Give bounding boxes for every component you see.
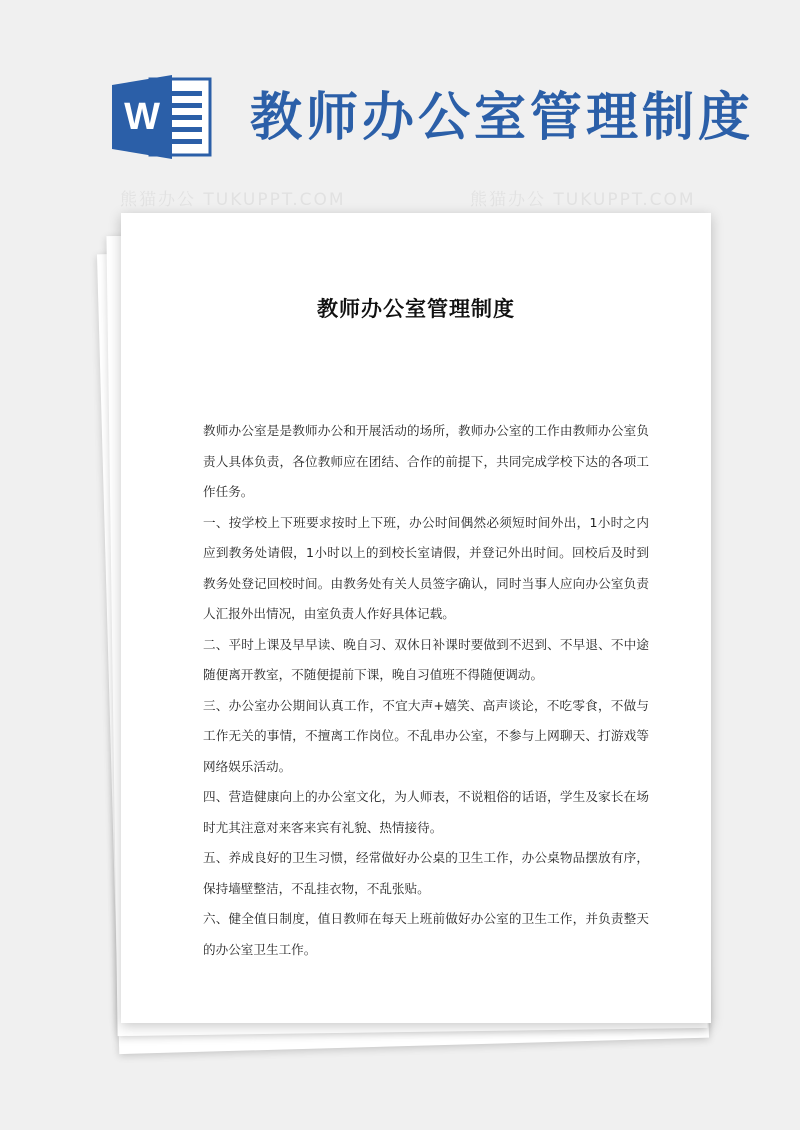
banner-header (0, 0, 800, 200)
document-page (121, 213, 711, 1023)
word-document-icon (112, 73, 212, 161)
intro-paragraph: 教师办公室是是教师办公和开展活动的场所，教师办公室的工作由教师办公室负责人具体负责，各位教师应在团结、合作的前提下，共同完成学校下达的各项工作任务。 (203, 423, 649, 499)
watermark: 熊猫办公 TUKUPPT.COM (120, 190, 346, 210)
rule-paragraph-1: 一、按学校上下班要求按时上下班，办公时间偶然必须短时间外出，1小时之内应到教务处请假，1小时以上的到校长室请假，并登记外出时间。回校后及时到教务处登记回校时间。由教务处有关人员签字确认，同时当事人应向办公室负责人汇报外出情况，由室负责人作好具体记载。 (203, 514, 649, 621)
banner-title: 教师办公室管理制度 (250, 88, 755, 148)
rule-paragraph-4: 四、营造健康向上的办公室文化，为人师表，不说粗俗的话语，学生及家长在场时尤其注意对来客来宾有礼貌、热情接待。 (203, 789, 649, 835)
svg-text:W: W (124, 96, 160, 138)
rule-paragraph-3: 三、办公室办公期间认真工作，不宜大声+嬉笑、高声谈论，不吃零食，不做与工作无关的事情，不擅离工作岗位。不乱串办公室，不参与上网聊天、打游戏等网络娱乐活动。 (203, 697, 649, 774)
document-body (203, 416, 649, 965)
rule-paragraph-6: 六、健全值日制度，值日教师在每天上班前做好办公室的卫生工作，并负责整天的办公室卫生工作。 (203, 911, 649, 957)
document-title: 教师办公室管理制度 (317, 297, 515, 321)
rule-paragraph-2: 二、平时上课及早早读、晚自习、双休日补课时要做到不迟到、不早退、不中途随便离开教室，不随便提前下课，晚自习值班不得随便调动。 (203, 636, 649, 682)
rule-paragraph-5: 五、养成良好的卫生习惯，经常做好办公桌的卫生工作，办公桌物品摆放有序，保持墙壁整洁，不乱挂衣物，不乱张贴。 (203, 850, 649, 896)
watermark: 熊猫办公 TUKUPPT.COM (470, 190, 696, 210)
